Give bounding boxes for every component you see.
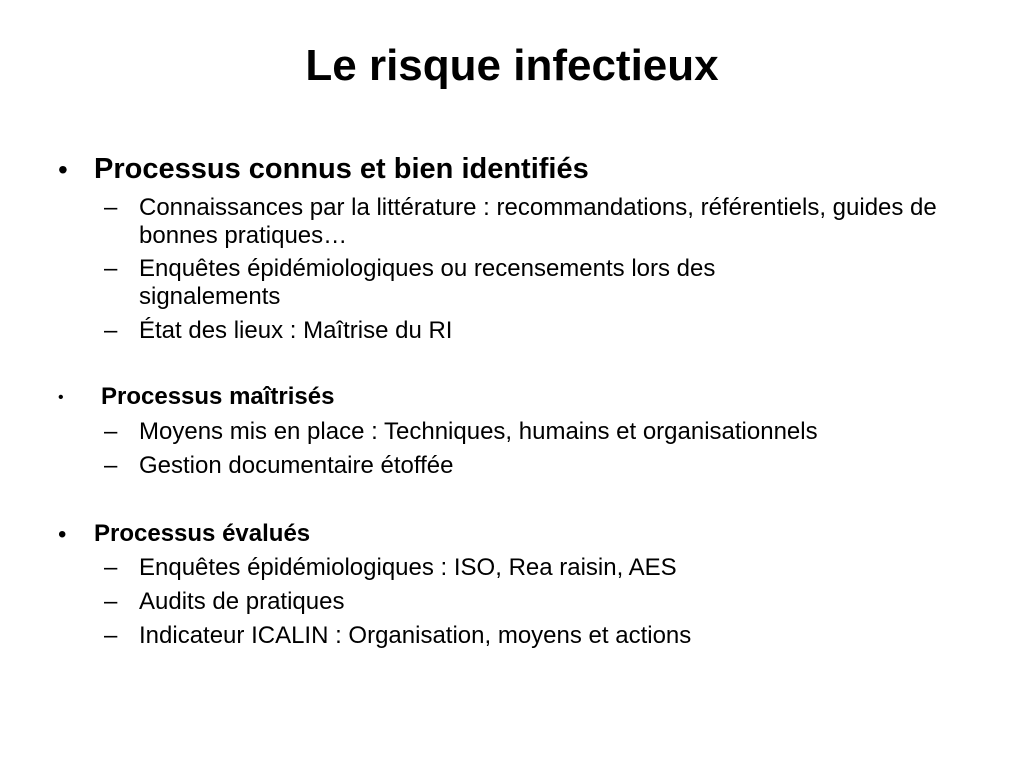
list-item: Enquêtes épidémiologiques : ISO, Rea raisin, AES [139, 554, 677, 581]
list-item: Moyens mis en place : Techniques, humains et organisationnels [139, 418, 818, 445]
item-dash: – [104, 317, 118, 344]
item-dash: – [104, 418, 118, 445]
item-dash: – [104, 452, 118, 479]
section-heading-evalues: Processus évalués [94, 520, 311, 547]
item-dash: – [104, 588, 118, 615]
section-heading-maitrises: Processus maîtrisés [101, 383, 335, 410]
slide-title: Le risque infectieux [305, 41, 719, 90]
section-bullet: • [58, 154, 68, 185]
list-item: Enquêtes épidémiologiques ou recensements lors des signalements [139, 255, 716, 310]
list-item: Indicateur ICALIN : Organisation, moyens et actions [139, 622, 692, 649]
section-bullet: • [58, 521, 67, 548]
section-heading-connus: Processus connus et bien identifiés [94, 153, 589, 185]
list-item: Audits de pratiques [139, 588, 345, 615]
item-dash: – [104, 194, 118, 221]
item-dash: – [104, 255, 118, 282]
list-item: État des lieux : Maîtrise du RI [139, 317, 453, 344]
section-bullet: • [58, 389, 64, 406]
item-dash: – [104, 622, 118, 649]
list-item: Connaissances par la littérature : recommandations, référentiels, guides de bonnes pratiques… [139, 194, 937, 249]
item-dash: – [104, 554, 118, 581]
list-item: Gestion documentaire étoffée [139, 452, 454, 479]
